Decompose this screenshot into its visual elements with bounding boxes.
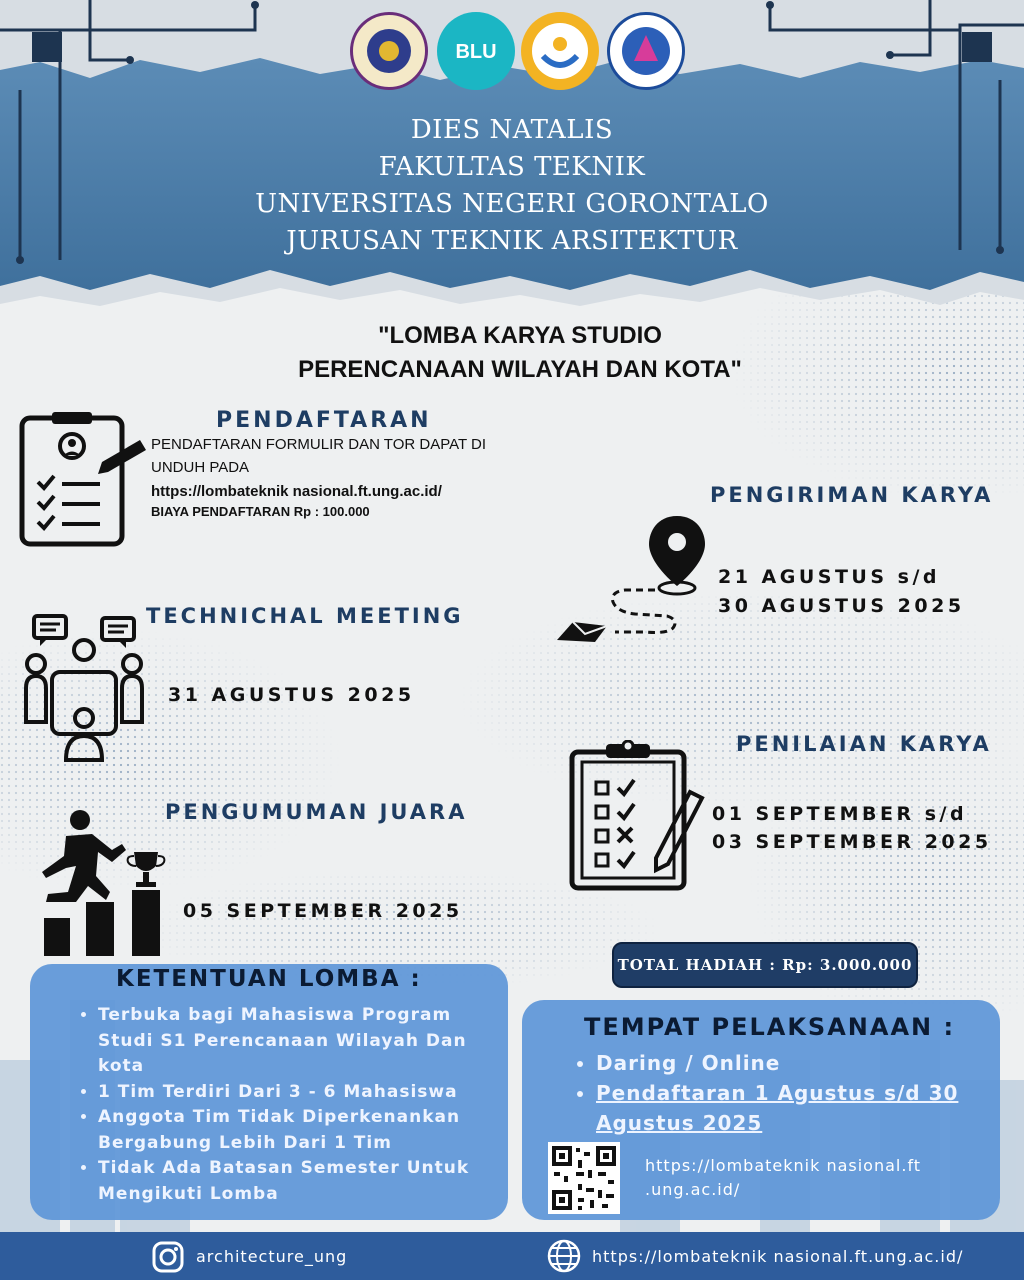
total-hadiah-badge	[612, 942, 918, 988]
header-line-3: UNIVERSITAS NEGERI GORONTALO	[255, 189, 769, 219]
penilaian-date-2: 03 SEPTEMBER 2025	[712, 831, 992, 853]
tempat-list	[574, 1048, 984, 1138]
pengiriman-date-1: 21 AGUSTUS s/d	[718, 566, 941, 588]
total-hadiah-text: TOTAL HADIAH : Rp: 3.000.000	[617, 956, 913, 974]
pengumuman-heading: PENGUMUMAN JUARA	[165, 800, 468, 824]
header-line-4: JURUSAN TEKNIK ARSITEKTUR	[286, 226, 738, 256]
pendaftaran-line-1: PENDAFTARAN FORMULIR DAN TOR DAPAT DI	[151, 436, 487, 453]
blu-logo	[437, 12, 515, 90]
meeting-heading: TECHNICHAL MEETING	[146, 604, 464, 628]
ketentuan-item: • Terbuka bagi Mahasiswa Program Studi S1 Perencanaan Wilayah Dan kota	[98, 1003, 496, 1080]
pengiriman-heading: PENGIRIMAN KARYA	[710, 483, 994, 507]
university-logo	[350, 12, 428, 90]
competition-title-line-2: PERENCANAAN WILAYAH DAN KOTA"	[298, 356, 742, 383]
penilaian-date-1: 01 SEPTEMBER s/d	[712, 803, 968, 825]
tempat-url-line-2[interactable]: .ung.ac.id/	[645, 1180, 741, 1199]
checklist-icon	[566, 740, 706, 894]
tempat-item-online: • Daring / Online	[596, 1048, 984, 1078]
footer-website[interactable]: https://lombateknik nasional.ft.ung.ac.id/	[592, 1247, 964, 1266]
ketentuan-item: • Tidak Ada Batasan Semester Untuk Mengikuti Lomba	[98, 1156, 496, 1207]
ketentuan-item: • 1 Tim Terdiri Dari 3 - 6 Mahasiswa	[98, 1080, 496, 1106]
globe-icon[interactable]	[546, 1238, 582, 1274]
ketentuan-title: KETENTUAN LOMBA :	[116, 966, 422, 992]
qr-code[interactable]	[548, 1142, 620, 1214]
penilaian-heading: PENILAIAN KARYA	[736, 732, 992, 756]
diktisaintek-logo	[521, 12, 599, 90]
pendaftaran-url[interactable]: https://lombateknik nasional.ft.ung.ac.id/	[151, 483, 442, 500]
tempat-item-pendaftaran: • Pendaftaran 1 Agustus s/d 30 Agustus 2025	[596, 1078, 984, 1138]
delivery-route-icon	[555, 512, 715, 647]
svg-text:BLU: BLU	[455, 41, 497, 63]
tempat-title: TEMPAT PELAKSANAAN :	[584, 1013, 956, 1041]
pendaftaran-line-2: UNDUH PADA	[151, 459, 250, 476]
header-line-1: DIES NATALIS	[410, 115, 614, 145]
header-line-2: FAKULTAS TEKNIK	[378, 152, 646, 182]
pengumuman-date: 05 SEPTEMBER 2025	[183, 900, 463, 922]
competition-title-line-1: "LOMBA KARYA STUDIO	[378, 322, 662, 349]
meeting-date: 31 AGUSTUS 2025	[168, 684, 415, 706]
pendaftaran-heading: PENDAFTARAN	[216, 408, 432, 433]
instagram-icon[interactable]	[151, 1240, 185, 1274]
clipboard-form-icon	[18, 410, 148, 550]
ketentuan-item: • Anggota Tim Tidak Diperkenankan Bergabung Lebih Dari 1 Tim	[98, 1105, 496, 1156]
instagram-handle[interactable]: architecture_ung	[196, 1247, 348, 1266]
pendaftaran-fee: BIAYA PENDAFTARAN Rp : 100.000	[151, 504, 370, 519]
team-meeting-icon	[22, 612, 148, 762]
ketentuan-list	[76, 1003, 496, 1207]
climbing-trophy-icon	[36, 806, 166, 958]
pengiriman-date-2: 30 AGUSTUS 2025	[718, 595, 965, 617]
himpunan-logo	[607, 12, 685, 90]
tempat-url-line-1[interactable]: https://lombateknik nasional.ft	[645, 1156, 922, 1175]
